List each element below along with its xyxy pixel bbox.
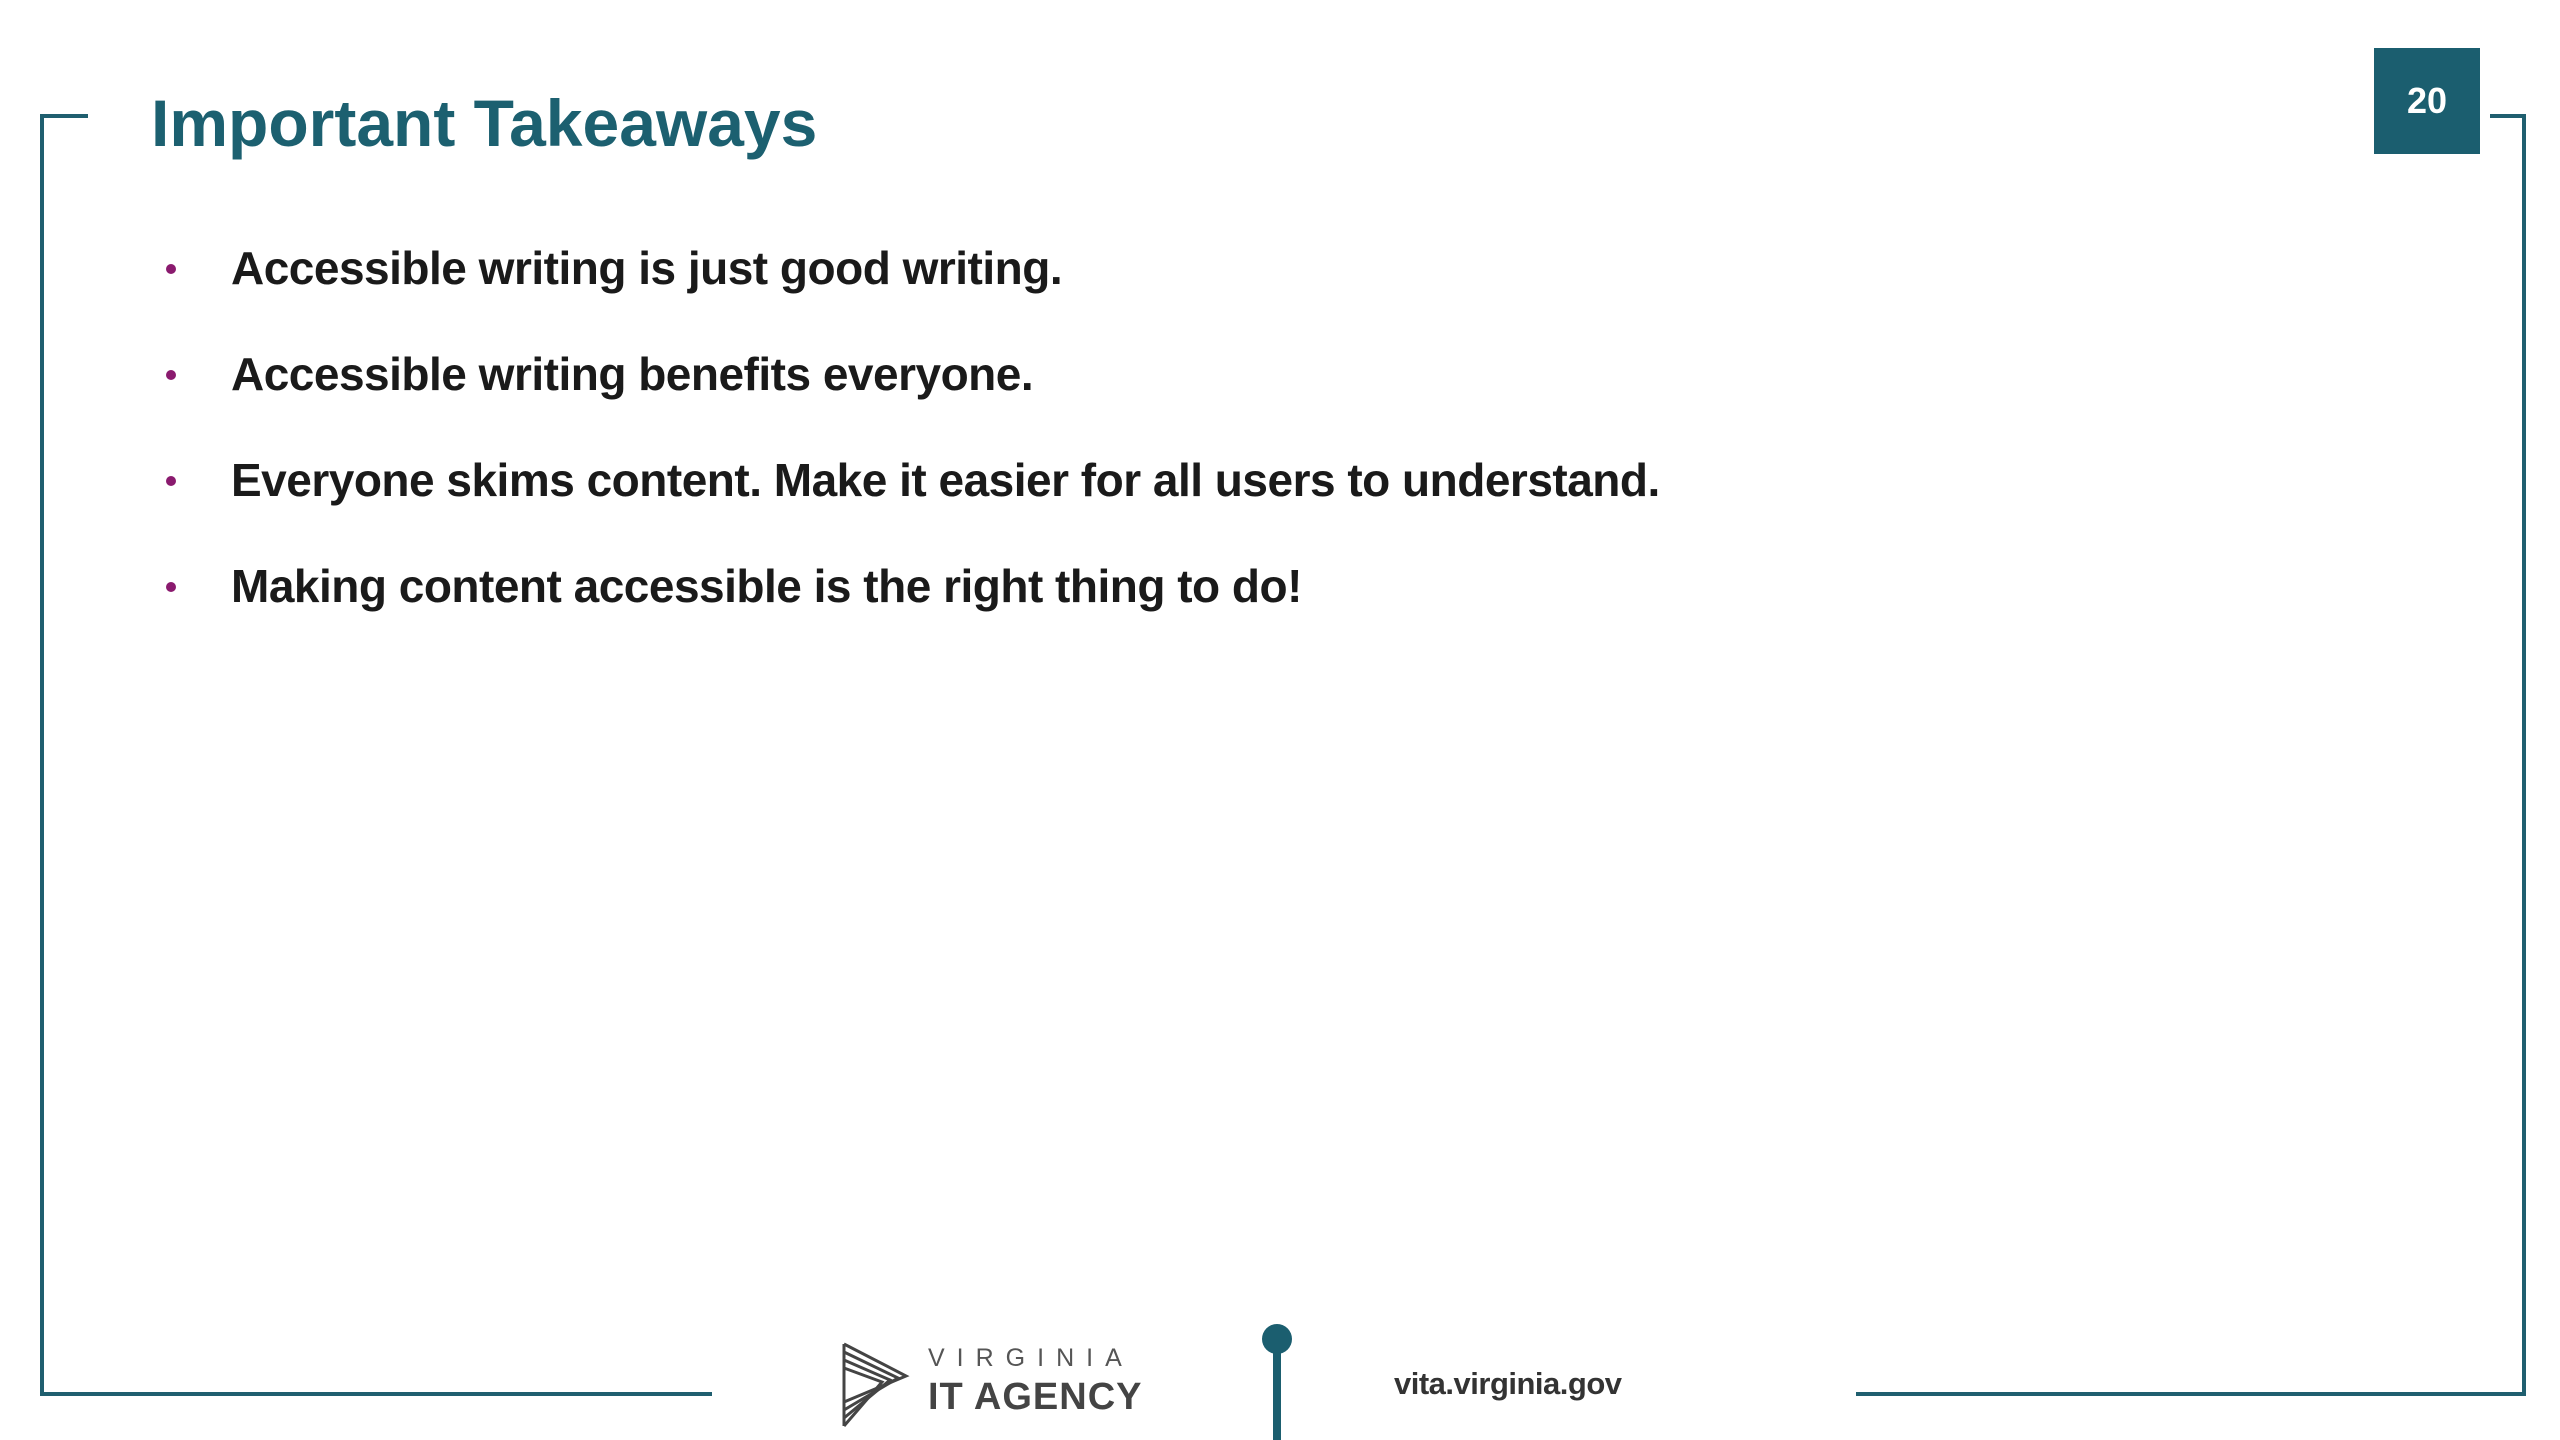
footer-url: vita.virginia.gov	[1394, 1366, 1622, 1401]
list-item	[166, 232, 1660, 338]
frame-right	[2522, 114, 2526, 1396]
pin-icon	[1260, 1322, 1294, 1440]
list-item	[166, 444, 1660, 550]
logo-virginia-text: VIRGINIA	[928, 1344, 1134, 1372]
list-item	[166, 338, 1660, 444]
chevron-logo-icon	[840, 1340, 912, 1428]
bullet-text: Making content accessible is the right thing to do!	[231, 560, 1302, 612]
takeaways-list	[166, 232, 1660, 656]
bullet-icon	[166, 370, 176, 380]
bullet-icon	[166, 476, 176, 486]
bullet-text: Accessible writing is just good writing.	[231, 242, 1063, 294]
list-item	[166, 550, 1660, 656]
bullet-text: Everyone skims content. Make it easier for all users to understand.	[231, 454, 1660, 506]
bullet-icon	[166, 582, 176, 592]
frame-top-right	[2490, 114, 2526, 118]
frame-top-left	[40, 114, 88, 118]
frame-bottom-left	[40, 1392, 712, 1396]
bullet-icon	[166, 264, 176, 274]
frame-bottom-right	[1856, 1392, 2526, 1396]
virginia-it-agency-logo	[840, 1340, 1143, 1430]
bullet-text: Accessible writing benefits everyone.	[231, 348, 1034, 400]
slide-title: Important Takeaways	[151, 86, 818, 160]
page-number-badge: 20	[2374, 48, 2480, 154]
frame-left	[40, 114, 44, 1396]
logo-agency-text: IT AGENCY	[928, 1376, 1143, 1418]
